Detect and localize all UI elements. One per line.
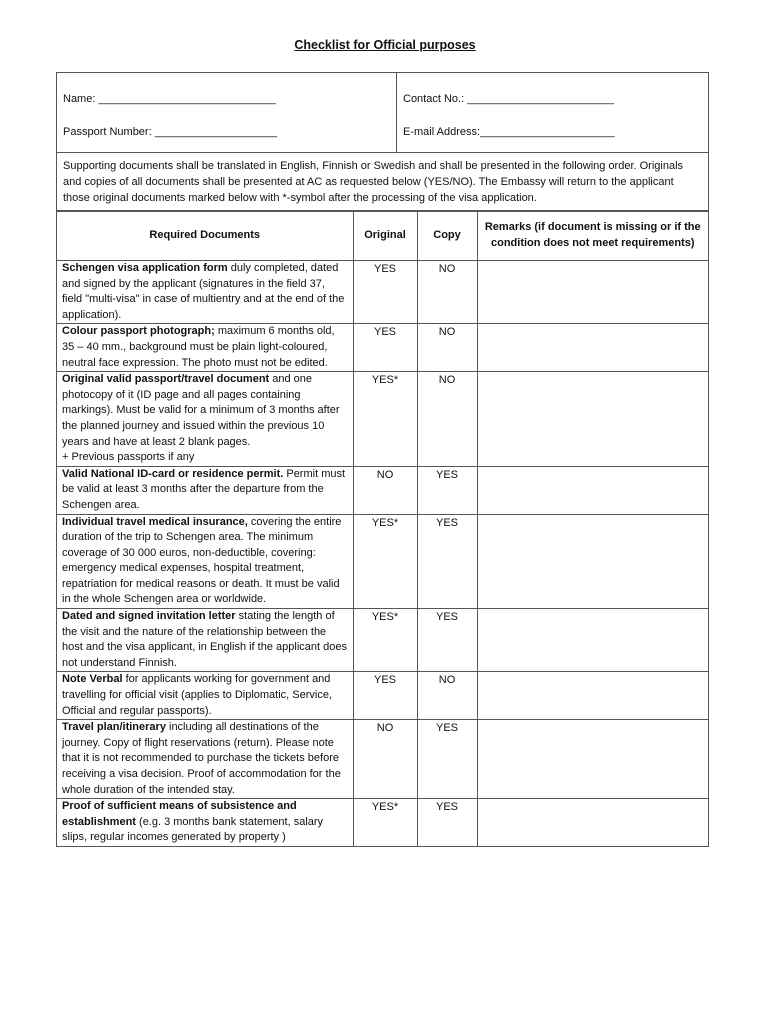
remarks-cell[interactable] — [477, 514, 708, 609]
document-name: Dated and signed invitation letter — [62, 610, 236, 623]
documents-table — [57, 211, 708, 846]
document-description — [57, 372, 353, 467]
copy-required: NO — [417, 324, 477, 372]
copy-required: NO — [417, 261, 477, 324]
document-name: Note Verbal — [62, 673, 123, 686]
document-details: Permit must be valid at least 3 months after the departure from the Schengen area. — [62, 467, 346, 511]
original-required: YES — [353, 261, 417, 324]
table-row — [57, 324, 708, 372]
header-required-documents: Required Documents — [57, 212, 353, 261]
document-description — [57, 466, 353, 514]
table-row — [57, 720, 708, 799]
header-original: Original — [353, 212, 417, 261]
applicant-info-section — [57, 73, 708, 153]
document-details: (e.g. 3 months bank statement, salary slips, regular incomes generated by property ) — [62, 815, 324, 844]
table-row — [57, 261, 708, 324]
document-name: Proof of sufficient means of subsistence and establishment — [62, 800, 297, 828]
document-details: stating the length of the visit and the nature of the relationship between the host and the visa applicant, in English if the applicant does not understand Finnish. — [62, 610, 347, 669]
document-description — [57, 514, 353, 609]
original-required: YES* — [353, 799, 417, 846]
original-required: YES* — [353, 372, 417, 467]
checklist-form — [56, 72, 709, 847]
email-field[interactable]: E-mail Address:______________________ — [403, 126, 615, 138]
document-description — [57, 261, 353, 324]
table-header-row — [57, 212, 708, 261]
header-copy: Copy — [417, 212, 477, 261]
remarks-cell[interactable] — [477, 466, 708, 514]
remarks-cell[interactable] — [477, 609, 708, 672]
document-description — [57, 720, 353, 799]
document-description — [57, 609, 353, 672]
contact-number-field[interactable]: Contact No.: ________________________ — [403, 93, 615, 105]
original-required: NO — [353, 720, 417, 799]
document-details: including all destinations of the journey. Copy of flight reservations (return). Please note that it is not recommended to purchase the tickets before receiving a visa decision. Proof of accommodation for the whole duration of the intended stay. — [62, 721, 341, 796]
table-row — [57, 514, 708, 609]
name-field[interactable]: Name: _____________________________ — [63, 93, 276, 105]
document-name: Travel plan/itinerary — [62, 721, 166, 734]
copy-required: YES — [417, 720, 477, 799]
remarks-cell[interactable] — [477, 720, 708, 799]
document-details: duly completed, dated and signed by the applicant (signatures in the field 37, field "multi-visa" in case of multientry and at the end of the application). — [62, 262, 345, 321]
copy-required: NO — [417, 672, 477, 720]
copy-required: NO — [417, 372, 477, 467]
copy-required: YES — [417, 466, 477, 514]
document-name: Schengen visa application form — [62, 262, 228, 274]
table-row — [57, 672, 708, 720]
document-description — [57, 324, 353, 372]
header-remarks: Remarks (if document is missing or if the condition does not meet requirements) — [477, 212, 708, 261]
document-details: covering the entire duration of the trip to Schengen area. The minimum coverage of 30 000 euros, non-deductible, covering: emergency medical expenses, hospital treatment, repatriation for medical reasons or death. It must be valid in the whole Schengen area or worldwide. — [62, 515, 342, 606]
document-description — [57, 672, 353, 720]
table-row — [57, 799, 708, 846]
original-required: NO — [353, 466, 417, 514]
table-row — [57, 609, 708, 672]
remarks-cell[interactable] — [477, 372, 708, 467]
original-required: YES* — [353, 514, 417, 609]
document-note: + Previous passports if any — [62, 451, 195, 464]
remarks-cell[interactable] — [477, 261, 708, 324]
document-name: Colour passport photograph; — [62, 325, 215, 338]
document-details: and one photocopy of it (ID page and all pages containing markings). Must be valid for a minimum of 3 months after the planned journey and issued within the previous 10 years and have at least 2 blank pages. — [62, 373, 340, 448]
original-required: YES* — [353, 609, 417, 672]
copy-required: YES — [417, 514, 477, 609]
table-row — [57, 372, 708, 467]
document-description — [57, 799, 353, 846]
original-required: YES — [353, 324, 417, 372]
document-name: Original valid passport/travel document — [62, 373, 270, 386]
remarks-cell[interactable] — [477, 799, 708, 846]
document-name: Valid National ID-card or residence permit. — [62, 467, 284, 480]
remarks-cell[interactable] — [477, 324, 708, 372]
intro-paragraph: Supporting documents shall be translated in English, Finnish or Swedish and shall be presented in the following order. Originals and copies of all documents shall be presented at AC as requested below (YES/NO). The Embassy will return to the applicant those original documents marked below with *-symbol after the processing of the visa application. — [57, 153, 708, 211]
copy-required: YES — [417, 799, 477, 846]
document-details: maximum 6 months old, 35 – 40 mm., background must be plain light-coloured, neutral face expression. The photo must not be edited. — [62, 325, 335, 369]
document-title: Checklist for Official purposes — [294, 38, 476, 52]
original-required: YES — [353, 672, 417, 720]
table-row — [57, 466, 708, 514]
passport-number-field[interactable]: Passport Number: ____________________ — [63, 126, 278, 138]
document-details: for applicants working for government and travelling for official visit (applies to Diplomatic, Service, Official and regular passports). — [62, 673, 333, 717]
document-name: Individual travel medical insurance, — [62, 515, 248, 528]
remarks-cell[interactable] — [477, 672, 708, 720]
copy-required: YES — [417, 609, 477, 672]
